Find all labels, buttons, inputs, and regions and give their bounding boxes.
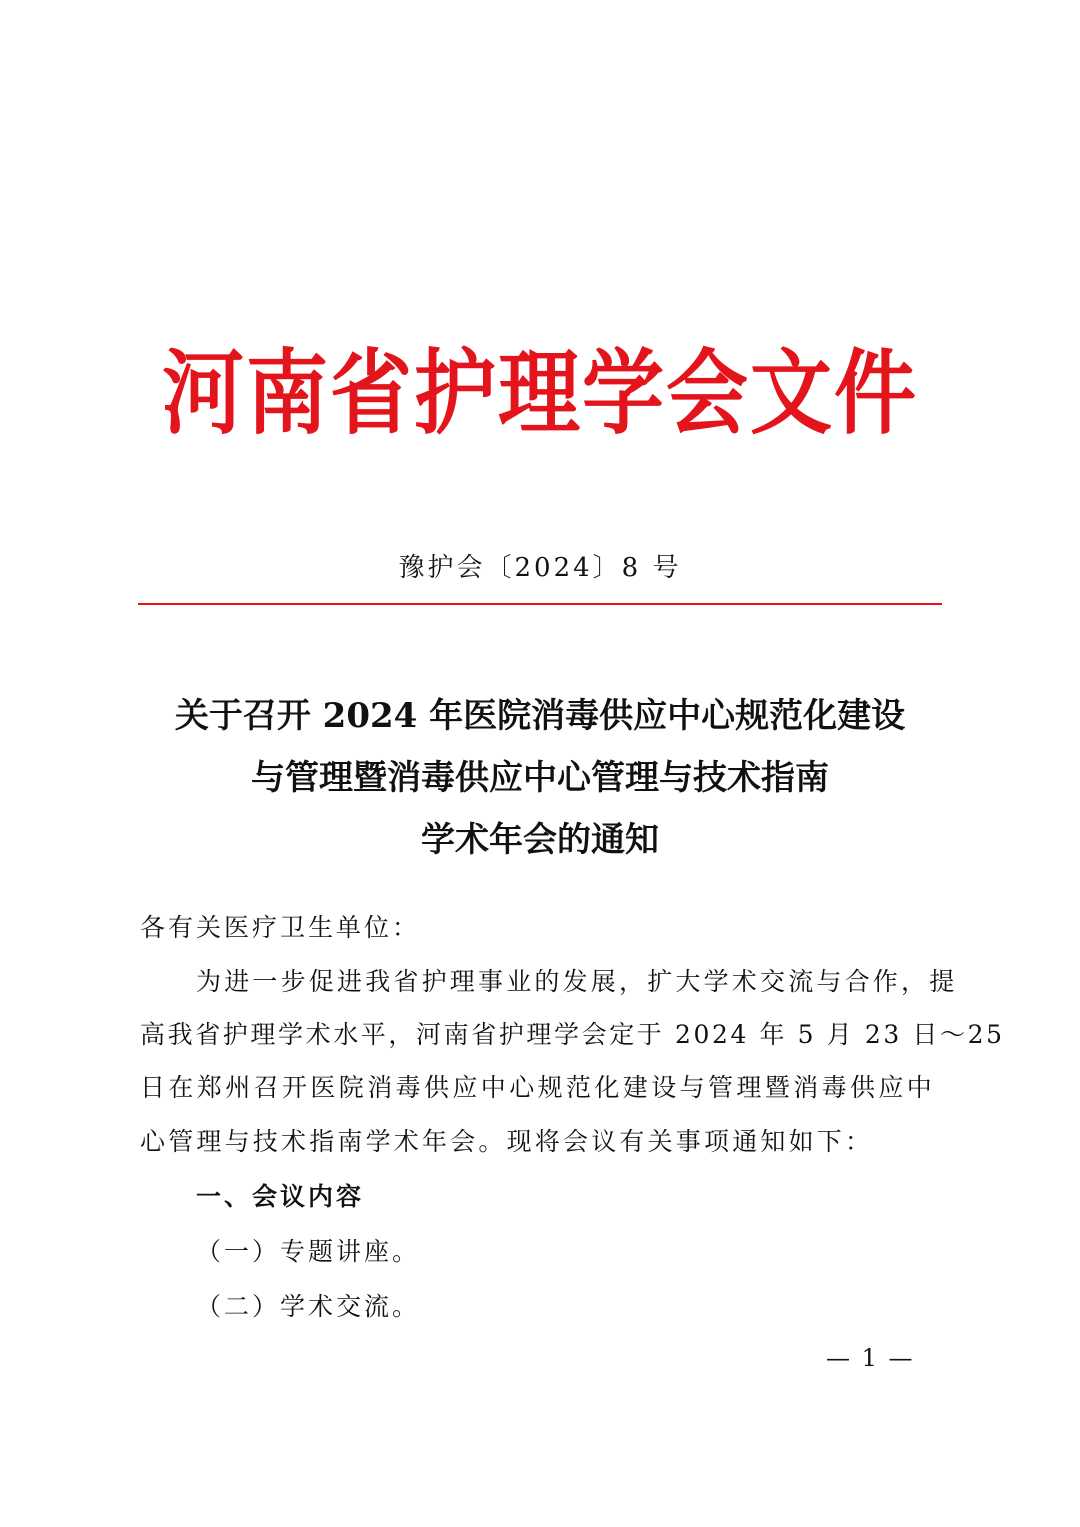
body-line-2: 高我省护理学术水平，河南省护理学会定于 2024 年 5 月 23 日～25 [140,1020,1005,1049]
notice-title-line-3: 学术年会的通知 [421,820,659,860]
salutation: 各有关医疗卫生单位： [140,913,421,942]
body-line-3: 日在郑州召开医院消毒供应中心规范化建设与管理暨消毒供应中 [140,1073,936,1102]
body-line-1: 为进一步促进我省护理事业的发展，扩大学术交流与合作，提 [196,967,958,996]
document-masthead: 河南省护理学会文件 [161,341,918,448]
document-number: 豫护会〔2024〕8 号 [398,553,682,583]
notice-title-line-2: 与管理暨消毒供应中心管理与技术指南 [251,758,829,798]
red-divider-line [138,603,942,605]
section-heading: 一、会议内容 [196,1182,365,1211]
list-item: （一）专题讲座。 [196,1237,421,1266]
page-number: — 1 — [826,1344,915,1372]
list-item: （二）学术交流。 [196,1292,421,1321]
notice-title-line-1: 关于召开 2024 年医院消毒供应中心规范化建设 [174,696,906,736]
body-line-4: 心管理与技术指南学术年会。现将会议有关事项通知如下： [140,1127,874,1156]
